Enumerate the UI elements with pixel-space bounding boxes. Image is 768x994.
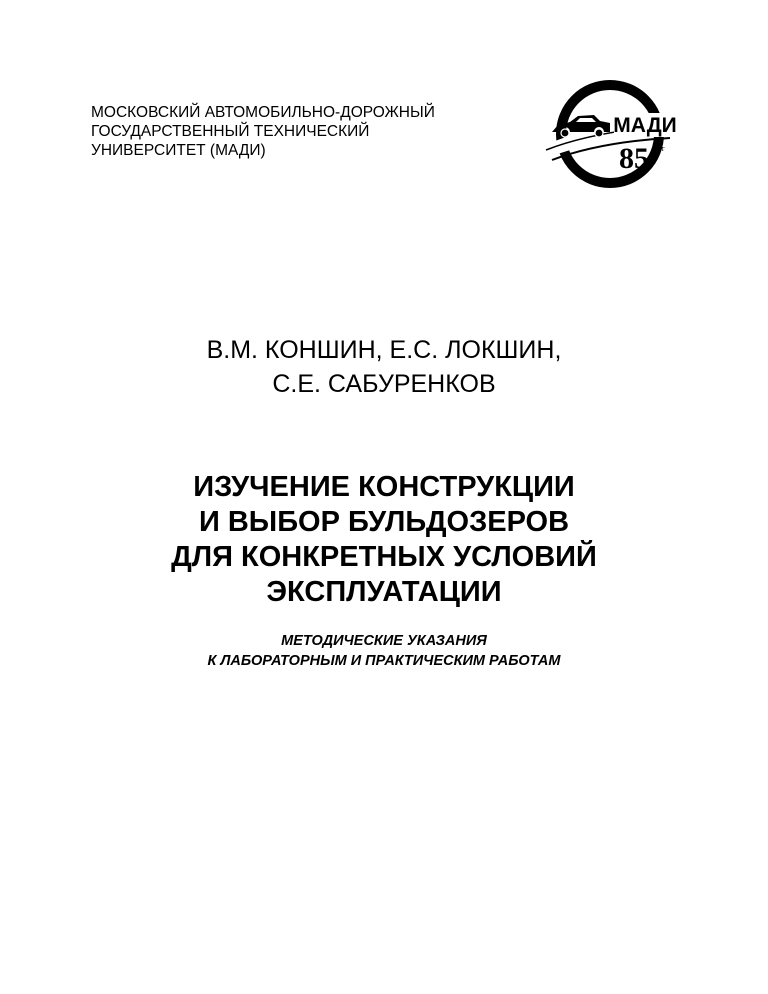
- title-line-1: ИЗУЧЕНИЕ КОНСТРУКЦИИ: [193, 471, 575, 503]
- logo-years-text: 85: [619, 142, 649, 175]
- institution-line-2: ГОСУДАРСТВЕННЫЙ ТЕХНИЧЕСКИЙ: [91, 123, 370, 140]
- subtitle-line-2: К ЛАБОРАТОРНЫМ И ПРАКТИЧЕСКИМ РАБОТАМ: [207, 653, 561, 669]
- logo-car-wheel-rear: [561, 129, 569, 137]
- authors-line-2: С.Е. САБУРЕНКОВ: [272, 370, 496, 398]
- document-subtitle: [0, 631, 768, 671]
- madi-85-logo: [538, 80, 678, 190]
- logo-madi-text: МАДИ: [613, 114, 677, 137]
- title-line-3: ДЛЯ КОНКРЕТНЫХ УСЛОВИЙ: [171, 541, 597, 573]
- authors-line-1: В.М. КОНШИН, Е.С. ЛОКШИН,: [206, 336, 562, 364]
- document-title: [0, 470, 768, 610]
- institution-line-3: УНИВЕРСИТЕТ (МАДИ): [91, 142, 266, 159]
- institution-name: [91, 103, 531, 160]
- logo-years-suffix: лет: [653, 144, 665, 153]
- logo-car-wheel-front: [595, 129, 603, 137]
- title-line-4: ЭКСПЛУАТАЦИИ: [266, 576, 502, 608]
- authors: [0, 333, 768, 401]
- institution-line-1: МОСКОВСКИЙ АВТОМОБИЛЬНО-ДОРОЖНЫЙ: [91, 104, 435, 121]
- title-line-2: И ВЫБОР БУЛЬДОЗЕРОВ: [198, 506, 570, 538]
- subtitle-line-1: МЕТОДИЧЕСКИЕ УКАЗАНИЯ: [281, 633, 487, 649]
